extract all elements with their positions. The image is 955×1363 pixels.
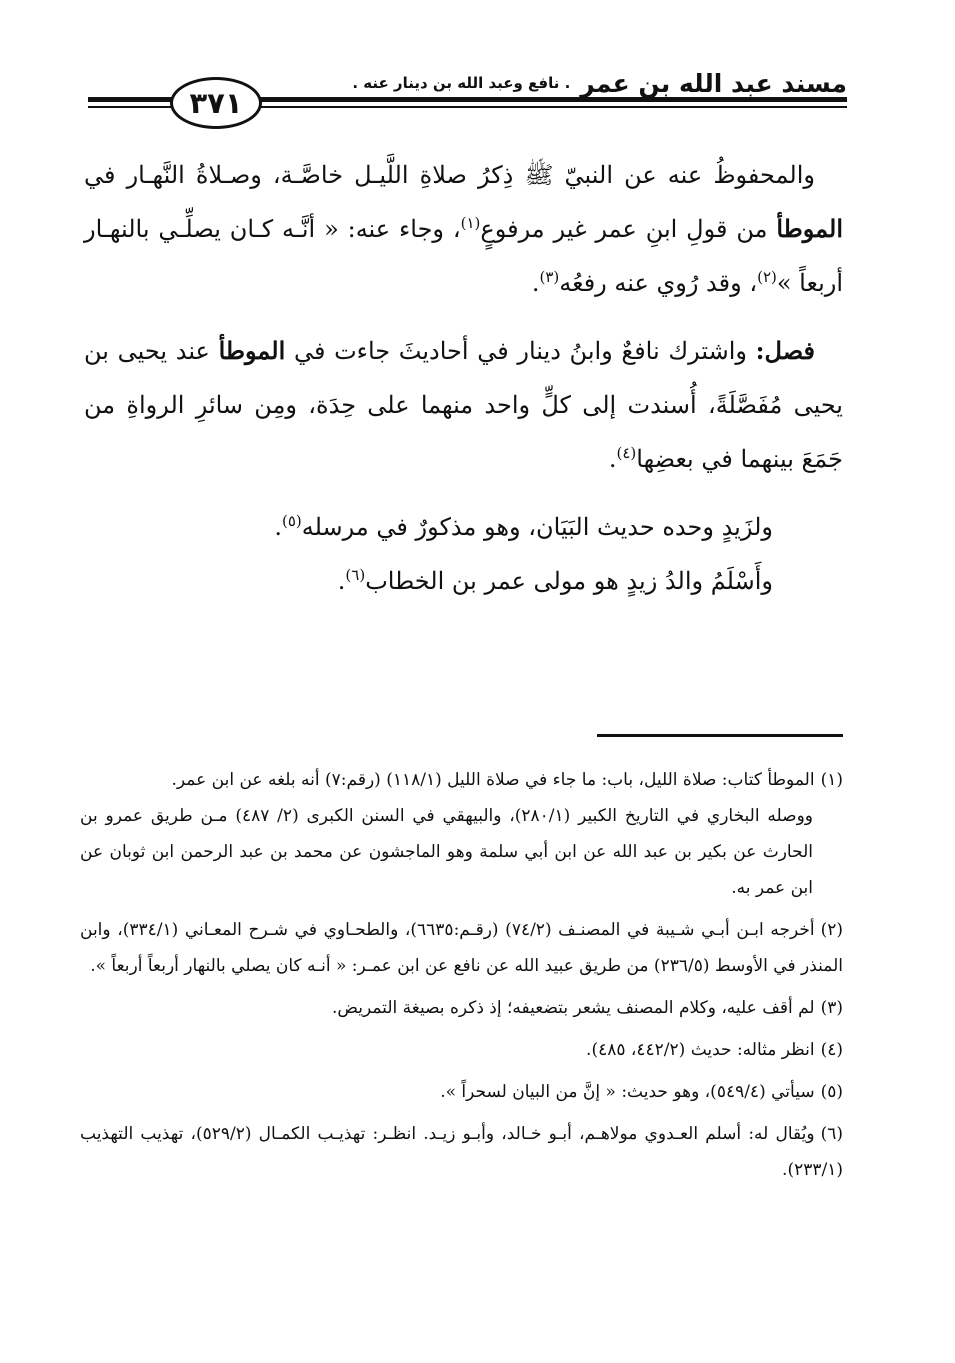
footnote-number: (٣) <box>820 998 843 1018</box>
header-subtitle: . نافع وعبد الله بن دينار عنه . <box>352 74 571 92</box>
footnote-ref-2[interactable]: (٢) <box>757 268 777 286</box>
p4-end: . <box>337 567 346 595</box>
p2-bold-fasl: فصل: <box>755 336 815 365</box>
paragraph-4 <box>84 554 843 608</box>
footnote-6 <box>80 1116 843 1188</box>
page-number: ٣٧١ <box>170 77 262 129</box>
footnote-3 <box>80 990 843 1026</box>
footnote-2 <box>80 912 843 984</box>
running-header <box>300 66 847 100</box>
footnote-separator <box>597 734 843 737</box>
footnote-text: سيأتي (٥٤٩/٤)، وهو حديث: « إنَّ من البيان لسحراً ». <box>440 1082 815 1102</box>
footnote-number: (٦) <box>820 1124 844 1144</box>
p1-end: . <box>531 269 540 297</box>
p4-text: وأَسْلَمُ والدُ زيدٍ هو مولى عمر بن الخطاب <box>365 567 773 595</box>
footnote-number: (٤) <box>820 1040 843 1060</box>
footnotes <box>80 762 843 1194</box>
header-title: مسند عبد الله بن عمر <box>580 68 847 98</box>
footnote-4 <box>80 1032 843 1068</box>
paragraph-1 <box>84 148 843 310</box>
footnote-continuation: ووصله البخاري في التاريخ الكبير (٢٨٠/١)، والبيهقي في السنن الكبرى (٢/ ٤٨٧) مـن طريق عمرو بن الحارث عن بكير بن عبد الله عن ابن أبي سلمة وهو الماجشون عن محمد بن عبد الرحمن ابن ثوبان عن ابن عمر به. <box>80 806 813 898</box>
footnote-ref-5[interactable]: (٥) <box>281 512 302 530</box>
footnote-ref-1[interactable]: (١) <box>460 214 481 232</box>
p1-text-3: ، وجاء عنه: « أنَّـه كـان يصلِّـي بالنهـار أربعاً » <box>84 215 843 297</box>
footnote-ref-3[interactable]: (٣) <box>539 268 560 286</box>
p2-end: . <box>608 445 617 473</box>
p3-text: ولزَيدٍ وحده حديث البَيَان، وهو مذكورٌ في مرسله <box>301 513 773 541</box>
p1-bold-muwatta: الموطأ <box>776 214 843 243</box>
footnote-ref-4[interactable]: (٤) <box>616 444 637 462</box>
p2-text-2: عند يحيى بن يحيى مُفَصَّلَةً، أُسندت إلى كلٍّ واحد منهما على حِدَة، ومِن سائرِ الرواةِ من جَمَعَ بينهما في بعضِها <box>84 337 843 473</box>
p2-bold-muwatta: الموطأ <box>218 336 286 365</box>
p2-text-1: واشترك نافعٌ وابنُ دينار في أحاديثَ جاءت في <box>293 337 747 365</box>
footnote-ref-6[interactable]: (٦) <box>345 566 366 584</box>
footnote-number: (٢) <box>820 920 843 940</box>
footnote-number: (٥) <box>820 1082 843 1102</box>
footnote-text: أخرجه ابـن أبـي شـيبة في المصنـف (٧٤/٢) (رقـم:٦٦٣٥)، والطحـاوي في شـرح المعـاني (٣٣٤/١)، وابن المنذر في الأوسط (٢٣٦/٥) من طريق عبيد الله عن نافع عن ابن عمـر: « أنـه كان يصلي بالنهار أربعاً أربعاً ». <box>80 920 843 976</box>
footnote-text: لم أقف عليه، وكلام المصنف يشعر بتضعيفه؛ إذ ذكره بصيغة التمريض. <box>332 998 815 1018</box>
paragraph-3 <box>84 500 843 554</box>
p1-text-2: من قولِ ابنِ عمر غير مرفوعٍ <box>480 215 768 243</box>
footnote-5 <box>80 1074 843 1110</box>
footnote-number: (١) <box>820 770 843 790</box>
p1-text-1: والمحفوظُ عنه عن النبيّ ﷺ ذِكرُ صلاةِ اللَّيـل خاصَّـة، وصـلاةُ النَّهـار في <box>84 161 815 189</box>
footnote-1 <box>80 762 843 906</box>
footnote-text: ويُقال له: أسلم العـدوي مولاهـم، أبـو خـالد، وأبـو زيـد. انظـر: تهذيـب الكمـال (٥٢٩/٢)، تهذيب التهذيب (٢٣٣/١). <box>80 1124 843 1180</box>
p3-end: . <box>274 513 282 541</box>
footnote-text: انظر مثاله: حديث (٤٤٢/٢، ٤٨٥). <box>586 1040 815 1060</box>
p1-text-4: ، وقد رُوي عنه رفعُه <box>559 269 758 297</box>
body-text <box>84 148 843 608</box>
paragraph-2 <box>84 324 843 486</box>
footnote-text: الموطأ كتاب: صلاة الليل، باب: ما جاء في صلاة الليل (١١٨/١) (رقم:٧) أنه بلغه عن ابن عمر. <box>171 770 815 790</box>
